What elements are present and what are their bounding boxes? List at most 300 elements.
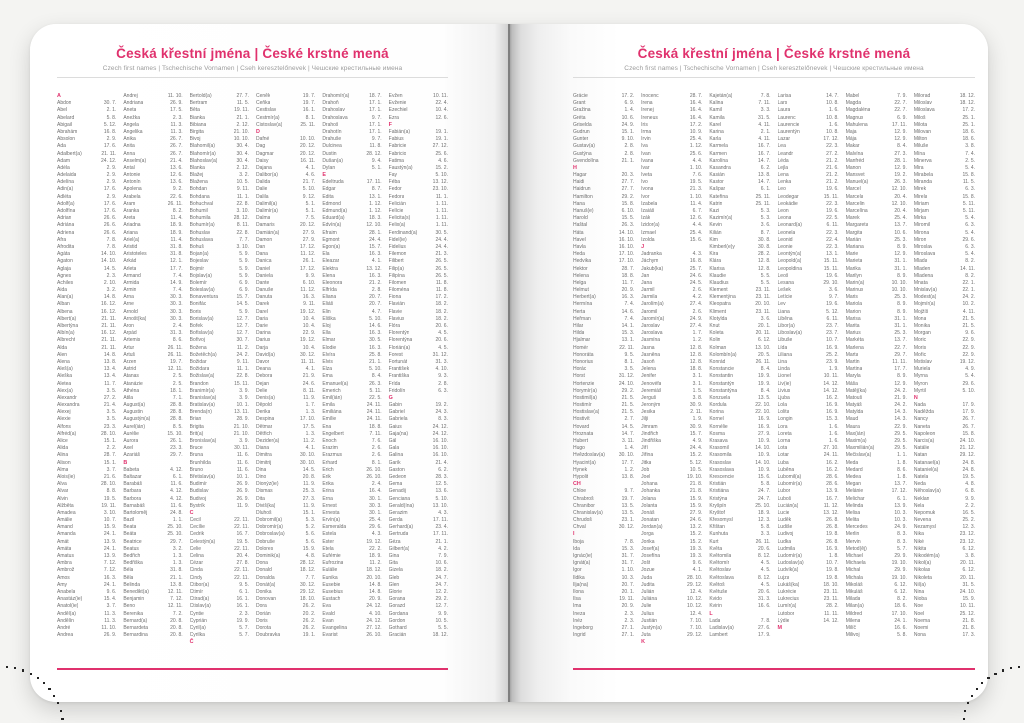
decor-dot (61, 718, 63, 720)
name-entry (322, 337, 381, 344)
name-entry (322, 215, 381, 222)
name-day-date: 24. 12. (366, 603, 382, 610)
first-name: Dante (255, 279, 270, 286)
name-day-date: 24. 9. (621, 121, 635, 128)
first-name: Haštal (573, 222, 588, 229)
name-entry (57, 359, 116, 366)
name-entry (914, 151, 975, 158)
first-name: Aletea (57, 380, 72, 387)
name-day-date: 15. 2. (689, 452, 703, 459)
name-entry (256, 445, 315, 452)
first-name: Marieta (845, 258, 863, 265)
name-entry (123, 373, 182, 380)
name-day-date: 8. 2. (897, 596, 907, 603)
first-name: Bořek (189, 323, 203, 329)
name-entry (190, 632, 249, 639)
first-name: Efraim (322, 229, 337, 236)
first-name: Emil(ián) (322, 394, 343, 401)
first-name: Myrna (913, 373, 928, 380)
name-day-date: 16. 1. (302, 107, 316, 114)
name-day-date: 15. 11. (823, 258, 839, 265)
first-name: Chrudoš (573, 517, 592, 524)
name-day-date: 13. 2. (689, 524, 703, 531)
first-name: Běla (123, 574, 134, 581)
name-day-date: 7. 4. (172, 287, 183, 294)
name-day-date: 14. 8. (369, 581, 382, 588)
name-entry (846, 496, 907, 503)
name-entry (709, 215, 770, 222)
first-name: Leonard(a) (777, 222, 802, 229)
first-name: Jaroslava (641, 330, 663, 337)
name-entry (641, 186, 702, 193)
first-name: Kimberl(e)y (709, 243, 735, 250)
name-day-date: 4. 2. (438, 545, 448, 552)
first-name: Jolanta (641, 502, 658, 509)
name-day-date: 24. 2. (236, 351, 249, 358)
name-entry (57, 510, 116, 517)
name-day-date: 3. 7. (106, 466, 117, 473)
name-day-date: 21. 11. (101, 337, 117, 344)
first-name: Iveta (641, 172, 653, 179)
name-entry (389, 107, 448, 114)
name-entry (641, 294, 702, 301)
name-entry (322, 452, 381, 459)
name-entry (914, 230, 975, 237)
name-day-date: 12. 3. (962, 524, 975, 531)
page-header-left (57, 46, 448, 78)
name-entry (709, 273, 770, 280)
name-entry (778, 395, 839, 402)
name-day-date: 26. 2. (302, 617, 316, 624)
name-entry (256, 460, 315, 467)
name-day-date: 24. 5. (689, 279, 703, 286)
name-day-date: 1. 11. (435, 200, 448, 207)
name-day-date: 27. 6. (758, 624, 771, 631)
name-day-date: 2. 4. (172, 323, 183, 329)
first-name: Laurencie (777, 121, 800, 128)
first-name: Milan(a) (845, 603, 864, 610)
name-day-date: 8. 4. (760, 387, 771, 394)
name-day-date: 6. 12. (894, 581, 907, 588)
first-name: Leokádie (777, 200, 798, 207)
first-name: Inocenc (641, 93, 659, 99)
name-day-date: 30. 1. (369, 495, 382, 502)
page-right (509, 24, 988, 702)
name-day-date: 11. 6. (170, 502, 183, 509)
first-name: Bohdana (189, 193, 210, 200)
first-name: Ella (322, 330, 331, 337)
name-entry (322, 409, 381, 416)
name-entry (778, 373, 839, 380)
name-day-date: 13. 5. (621, 509, 635, 516)
first-name: Herta (573, 308, 586, 315)
name-entry (256, 266, 315, 273)
name-entry (190, 452, 249, 459)
first-name: Ima (573, 603, 582, 610)
first-name: Naděžda (913, 409, 934, 416)
name-day-date: 14. 12. (823, 387, 839, 394)
name-day-date: 25. 4. (369, 517, 382, 524)
first-name: Lea (777, 143, 786, 150)
name-day-date: 12. 4. (689, 610, 703, 617)
name-day-date: 29. 12. (300, 588, 316, 595)
name-entry (389, 496, 448, 503)
name-entry (123, 546, 182, 553)
first-name: Evarist (322, 632, 338, 639)
name-entry (709, 409, 770, 416)
name-entry (389, 251, 448, 258)
name-entry (123, 575, 182, 582)
name-entry (190, 194, 249, 201)
name-entry (709, 402, 770, 409)
name-entry (190, 100, 249, 107)
name-entry (389, 575, 448, 582)
name-entry (778, 481, 839, 488)
first-name: Jerguš (641, 394, 657, 401)
first-name: Hvězdoslav(a) (573, 452, 605, 459)
name-entry (57, 266, 116, 273)
name-day-date: 30. 5. (369, 337, 382, 344)
first-name: Gunter (573, 136, 589, 143)
name-entry (709, 266, 770, 273)
first-name: Juta (641, 632, 651, 639)
name-entry (190, 273, 249, 280)
first-name: Alex(a) (57, 387, 73, 394)
name-entry (846, 280, 907, 287)
first-name: Alfons (57, 423, 71, 430)
name-day-date: 1. 11. (435, 208, 448, 214)
name-entry (389, 582, 448, 589)
name-day-date: 2. 6. (692, 287, 703, 294)
name-entry (641, 517, 702, 524)
first-name: Marián (845, 236, 861, 243)
name-day-date: 27. 4. (689, 301, 703, 308)
name-entry (709, 309, 770, 316)
name-entry (256, 151, 315, 158)
name-entry (846, 416, 907, 423)
first-name: Jonatan (641, 517, 659, 524)
name-day-date: 30. 12. (300, 351, 316, 358)
name-day-date: 24. 10. (618, 380, 635, 387)
name-day-date: 16. 3. (369, 272, 382, 279)
name-day-date: 5. 4. (965, 215, 975, 222)
name-day-date: 2. 1. (760, 128, 771, 135)
name-entry (846, 287, 907, 294)
first-name: Jaromír(a) (641, 315, 665, 322)
name-day-date: 24. 1. (103, 545, 117, 552)
first-name: Alfréd(a) (57, 430, 77, 437)
name-day-date: 17. 2. (435, 294, 448, 301)
name-entry (322, 258, 381, 265)
name-entry (123, 258, 182, 265)
name-day-date: 3. 3. (760, 107, 771, 114)
name-entry (322, 316, 381, 323)
name-day-date: 5. 6. (305, 538, 316, 545)
name-entry (389, 337, 448, 344)
name-entry (389, 481, 448, 488)
name-entry (709, 474, 770, 481)
first-name: Manuel(a) (845, 179, 869, 186)
name-entry (322, 165, 381, 172)
name-entry (709, 496, 770, 503)
name-day-date: 11. 2. (236, 344, 249, 351)
name-day-date: 3. 6. (760, 222, 771, 229)
name-day-date: 21. 3. (689, 186, 703, 193)
name-entry (190, 237, 249, 244)
decor-dot (60, 710, 62, 712)
name-day-date: 30. 3. (170, 315, 183, 322)
name-entry (914, 402, 975, 409)
name-day-date: 9. 7. (624, 488, 635, 495)
name-entry (914, 194, 975, 201)
first-name: Alois(ie) (57, 473, 76, 480)
first-name: Křištan (709, 524, 725, 531)
first-name: Izolda (641, 236, 655, 243)
name-entry (123, 122, 182, 129)
first-name: Kvido (709, 596, 722, 603)
first-name: Modest(a) (913, 294, 937, 301)
name-day-date: 8. 4. (371, 373, 382, 380)
name-day-date: 26. 9. (236, 488, 249, 495)
name-entry (778, 582, 839, 589)
name-day-date: 9. 12. (302, 193, 316, 200)
name-entry (573, 330, 634, 337)
first-name: Doris (255, 617, 268, 624)
first-name: Elena (322, 272, 336, 279)
name-day-date: 16. 9. (826, 344, 839, 351)
name-day-date: 20. 3. (621, 172, 635, 179)
name-day-date: 7. 6. (692, 172, 703, 179)
first-name: Baltazar (123, 473, 142, 480)
name-entry (778, 316, 839, 323)
first-name: Marek (845, 215, 860, 222)
name-day-date: 26. 11. (167, 351, 183, 358)
first-name: Edgar (322, 186, 336, 193)
name-day-date: 9. 11. (236, 358, 249, 365)
name-day-date: 13. 8. (170, 581, 183, 588)
name-day-date: 31. 8. (170, 567, 183, 574)
first-name: Faustýn(a) (388, 164, 413, 171)
name-entry (573, 237, 634, 244)
first-name: Dejan (255, 380, 270, 387)
name-entry (190, 575, 249, 582)
name-entry (57, 589, 116, 596)
name-day-date: 14. 5. (302, 466, 316, 473)
first-name: Megan (845, 481, 861, 488)
name-day-date: 23. 11. (755, 294, 771, 301)
name-day-date: 10. 2. (962, 301, 975, 308)
first-name: Kevin (709, 222, 722, 229)
first-name: Jasoň (641, 358, 655, 365)
name-day-date: 18. 8. (621, 272, 635, 279)
name-entry (190, 266, 249, 273)
name-entry (846, 309, 907, 316)
name-day-date: 22. 3. (826, 243, 839, 250)
first-name: Gerazim (388, 509, 408, 516)
name-day-date: 17. 10. (891, 610, 907, 617)
name-entry (123, 266, 182, 273)
first-name: Géza (388, 538, 401, 545)
name-day-date: 8. 1. (305, 114, 316, 121)
first-name: Bernardina (123, 632, 148, 639)
first-name: Alvin (57, 495, 68, 502)
name-entry (389, 258, 448, 265)
name-day-date: 10. 9. (689, 128, 703, 135)
first-name: Eufémie (322, 553, 341, 559)
name-entry (641, 452, 702, 459)
name-entry (123, 452, 182, 459)
name-entry (709, 395, 770, 402)
name-day-date: 1. 7. (305, 402, 316, 409)
first-name: Kateřina (709, 193, 728, 200)
first-name: Bedřiška (123, 560, 143, 567)
name-entry (778, 381, 839, 388)
first-name: Amy (57, 581, 67, 588)
name-entry (914, 115, 975, 122)
name-entry (256, 186, 315, 193)
name-day-date: 6. 9. (239, 279, 249, 286)
name-entry (778, 409, 839, 416)
first-name: Astrid (123, 366, 137, 373)
name-entry (778, 431, 839, 438)
name-entry (57, 488, 116, 495)
name-day-date: 20. 4. (236, 553, 249, 559)
name-entry (846, 165, 907, 172)
name-day-date: 25. 11. (755, 200, 771, 207)
name-day-date: 20. 4. (894, 208, 907, 214)
name-day-date: 27. 9. (689, 509, 703, 516)
name-day-date: 12. 9. (894, 128, 907, 135)
first-name: Kristián (709, 481, 727, 488)
name-day-date: 24. 6. (689, 272, 703, 279)
name-day-date: 16. 1. (236, 596, 249, 603)
name-entry (123, 531, 182, 538)
first-name: Lev (777, 301, 786, 308)
name-day-date: 1. 2. (624, 466, 635, 473)
first-name: Liana (777, 308, 790, 315)
first-name: Alan(a) (57, 294, 74, 301)
name-day-date: 2. 1. (106, 107, 117, 114)
name-entry (256, 122, 315, 129)
name-day-date: 11. 11. (824, 610, 839, 617)
name-entry (190, 208, 249, 215)
name-day-date: 6. 1. (239, 588, 249, 595)
first-name: Evžen (388, 93, 403, 99)
name-day-date: 26. 11. (755, 358, 771, 365)
first-name: Drahoslav (322, 107, 345, 114)
name-day-date: 26. 10. (366, 632, 382, 639)
first-name: Donald (255, 567, 272, 574)
first-name: Ezra (388, 114, 399, 121)
first-name: Alda (57, 344, 68, 351)
first-name: Nada (913, 402, 926, 409)
name-day-date: 5. 9. (239, 272, 249, 279)
first-name: Anabela (57, 588, 76, 595)
name-day-date: 3. 10. (236, 243, 249, 250)
first-name: Erhard (322, 459, 338, 466)
first-name: Erich (322, 466, 334, 473)
first-name: Julie (641, 603, 652, 610)
name-day-date: 11. 1. (236, 193, 249, 200)
first-name: Květa (709, 545, 723, 552)
first-name: Arabela (123, 193, 141, 200)
name-entry (190, 115, 249, 122)
name-entry (123, 402, 182, 409)
first-name: Alma (57, 466, 69, 473)
first-name: Ema (322, 373, 333, 380)
decor-dot (981, 682, 983, 684)
name-day-date: 17. 9. (962, 402, 975, 409)
name-day-date: 13. 5. (621, 502, 635, 509)
name-day-date: 9. 3. (438, 373, 448, 380)
first-name: Beáta (123, 531, 137, 538)
name-entry (778, 287, 839, 294)
name-entry (123, 438, 182, 445)
first-name: Nikol(a) (913, 560, 932, 567)
first-name: Areta (123, 215, 136, 222)
page-left (30, 24, 509, 702)
name-day-date: 30. 10. (300, 459, 316, 466)
name-column (709, 93, 770, 669)
first-name: Lucián(a) (777, 502, 799, 509)
name-day-date: 3. 10. (236, 208, 249, 214)
name-day-date: 16. 7. (758, 150, 771, 157)
first-name: Nil(a) (913, 581, 926, 588)
name-entry (57, 467, 116, 474)
name-entry (846, 402, 907, 409)
first-name: Fedora (388, 193, 405, 200)
name-day-date: 14. 12. (823, 380, 839, 387)
name-entry (914, 632, 975, 639)
name-day-date: 12. 7. (236, 330, 249, 337)
name-entry (914, 409, 975, 416)
name-day-date: 21. 6. (103, 473, 117, 480)
first-name: Ludka (777, 538, 792, 545)
name-entry (322, 143, 381, 150)
name-day-date: 22. 7. (894, 107, 907, 114)
name-entry (123, 294, 182, 301)
name-day-date: 18. 12. (959, 93, 975, 99)
first-name: Justián (641, 617, 658, 624)
name-day-date: 17. 1. (369, 100, 382, 107)
first-name: Marcela (845, 193, 864, 200)
first-name: Dalila (255, 193, 269, 200)
name-day-date: 19. 2. (894, 172, 907, 179)
first-name: Armand (123, 272, 141, 279)
name-day-date: 7. 11. (758, 100, 771, 107)
name-day-date: 13. 6. (170, 179, 183, 186)
name-entry (709, 107, 770, 114)
first-name: Delie (255, 387, 268, 394)
first-name: Arna (123, 294, 134, 301)
first-name: Gabin (388, 402, 402, 409)
name-entry (190, 373, 249, 380)
name-entry (846, 618, 907, 625)
name-entry (190, 503, 249, 510)
name-day-date: 29. 7. (170, 452, 183, 459)
first-name: Knut (709, 323, 720, 329)
name-day-date: 24. 12. (366, 617, 382, 624)
name-entry (778, 244, 839, 251)
first-name: Achiles (57, 279, 74, 286)
name-day-date: 3. 1. (692, 373, 703, 380)
name-entry (123, 115, 182, 122)
name-day-date: 15. 8. (962, 172, 975, 179)
name-day-date: 11. 5. (962, 179, 975, 186)
first-name: Fiona (388, 294, 402, 301)
first-name: Leoš (777, 272, 789, 279)
name-entry (190, 359, 249, 366)
